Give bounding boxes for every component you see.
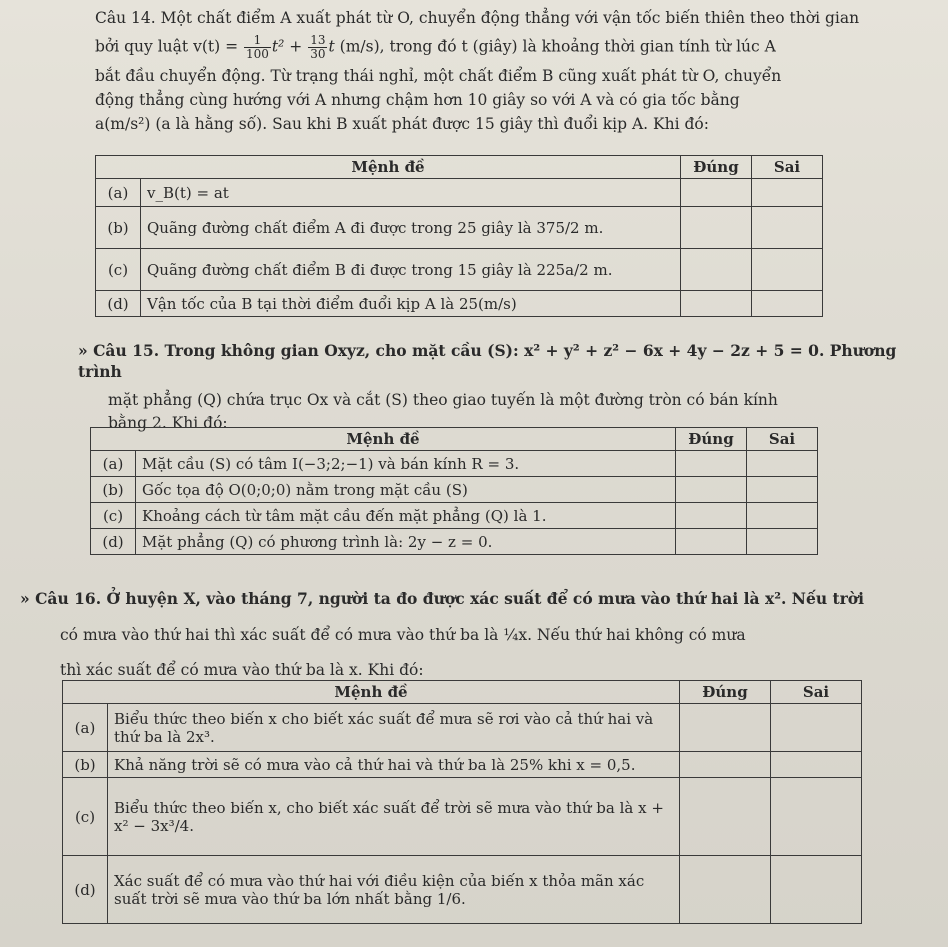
true-cell[interactable] <box>680 778 771 856</box>
true-cell[interactable] <box>676 529 747 555</box>
table-row: (d) Xác suất để có mưa vào thứ hai với điều kiện của biến x thỏa mãn xác suất trời sẽ mưa vào thứ ba lớn nhất bằng 1/6. <box>63 856 862 924</box>
table-row: (d) Mặt phẳng (Q) có phương trình là: 2y − z = 0. <box>91 529 818 555</box>
table-row: (b) Khả năng trời sẽ có mưa vào cả thứ hai và thứ ba là 25% khi x = 0,5. <box>63 752 862 778</box>
false-cell[interactable] <box>771 856 862 924</box>
false-cell[interactable] <box>752 207 823 249</box>
table-row: (a) Mặt cầu (S) có tâm I(−3;2;−1) và bán kính R = 3. <box>91 451 818 477</box>
q16-line2: có mưa vào thứ hai thì xác suất để có mưa vào thứ ba là ¼x. Nếu thứ hai không có mưa <box>60 626 746 644</box>
true-cell[interactable] <box>676 477 747 503</box>
false-cell[interactable] <box>747 451 818 477</box>
table-row: (a) Biểu thức theo biến x cho biết xác suất để mưa sẽ rơi vào cả thứ hai và thứ ba là 2x³. <box>63 704 862 752</box>
table-header: Mệnh đề Đúng Sai <box>96 156 823 179</box>
true-cell[interactable] <box>681 249 752 291</box>
false-cell[interactable] <box>752 249 823 291</box>
q14-line3: bắt đầu chuyển động. Từ trạng thái nghỉ, một chất điểm B cũng xuất phát từ O, chuyển <box>95 67 782 85</box>
q16-line1: » Câu 16. Ở huyện X, vào tháng 7, người ta đo được xác suất để có mưa vào thứ hai là x². Nếu trời <box>20 589 865 608</box>
q16-intro <box>20 588 920 681</box>
false-cell[interactable] <box>747 503 818 529</box>
table-row: (b) Quãng đường chất điểm A đi được trong 25 giây là 375/2 m. <box>96 207 823 249</box>
true-cell[interactable] <box>676 451 747 477</box>
true-cell[interactable] <box>681 207 752 249</box>
true-cell[interactable] <box>681 179 752 207</box>
true-cell[interactable] <box>681 291 752 317</box>
q15-table <box>90 427 818 555</box>
table-header: Mệnh đề Đúng Sai <box>91 428 818 451</box>
false-cell[interactable] <box>752 179 823 207</box>
table-row: (a) v_B(t) = at <box>96 179 823 207</box>
q14-line5: a(m/s²) (a là hằng số). Sau khi B xuất phát được 15 giây thì đuổi kịp A. Khi đó: <box>95 115 709 133</box>
q14-intro: Câu 14. Một chất điểm A xuất phát từ O, chuyển động thẳng với vận tốc biến thiên theo thời gian bởi quy luật v(t) = $\frac{1}{100}$ t² + $\frac{13}{30}$ t (m/s), trong đó t (giây) là khoảng thời gian tính từ lúc A bắt đầu chuyển động. Từ trạng thái nghỉ, một chất điểm B cũng xuất phát từ O, chuyển động thẳng cùng hướng với A nhưng chậm hơn 10 giây so với A và có gia tốc bằng a(m/s²) (a là hằng số). Sau khi B xuất phát được 15 giây thì đuổi kịp A. Khi đó: <box>95 8 935 135</box>
true-cell[interactable] <box>680 752 771 778</box>
false-cell[interactable] <box>771 704 862 752</box>
q15-line1: » Câu 15. Trong không gian Oxyz, cho mặt cầu (S): x² + y² + z² − 6x + 4y − 2z + 5 = 0. Phương trình <box>78 341 897 381</box>
table-row: (c) Khoảng cách từ tâm mặt cầu đến mặt phẳng (Q) là 1. <box>91 503 818 529</box>
false-cell[interactable] <box>771 752 862 778</box>
table-row: (c) Quãng đường chất điểm B đi được trong 15 giây là 225a/2 m. <box>96 249 823 291</box>
table-row: (c) Biểu thức theo biến x, cho biết xác suất để trời sẽ mưa vào thứ ba là x + x² − 3x³/4. <box>63 778 862 856</box>
table-header: Mệnh đề Đúng Sai <box>63 681 862 704</box>
table-row: (d) Vận tốc của B tại thời điểm đuổi kịp A là 25(m/s) <box>96 291 823 317</box>
q15-intro <box>78 340 938 434</box>
q16-line3: thì xác suất để có mưa vào thứ ba là x. Khi đó: <box>60 661 424 679</box>
false-cell[interactable] <box>771 778 862 856</box>
false-cell[interactable] <box>752 291 823 317</box>
table-row: (b) Gốc tọa độ O(0;0;0) nằm trong mặt cầu (S) <box>91 477 818 503</box>
q14-line4: động thẳng cùng hướng với A nhưng chậm hơn 10 giây so với A và có gia tốc bằng <box>95 91 740 109</box>
true-cell[interactable] <box>680 704 771 752</box>
true-cell[interactable] <box>680 856 771 924</box>
q14-line1: Câu 14. Một chất điểm A xuất phát từ O, chuyển động thẳng với vận tốc biến thiên theo thời gian <box>95 9 860 27</box>
q16-table <box>62 680 862 924</box>
false-cell[interactable] <box>747 477 818 503</box>
q14-table <box>95 155 823 317</box>
q15-line2: mặt phẳng (Q) chứa trục Ox và cắt (S) theo giao tuyến là một đường tròn có bán kính <box>108 391 778 409</box>
q15-line3: bằng 2. Khi đó: <box>108 414 228 432</box>
true-cell[interactable] <box>676 503 747 529</box>
false-cell[interactable] <box>747 529 818 555</box>
